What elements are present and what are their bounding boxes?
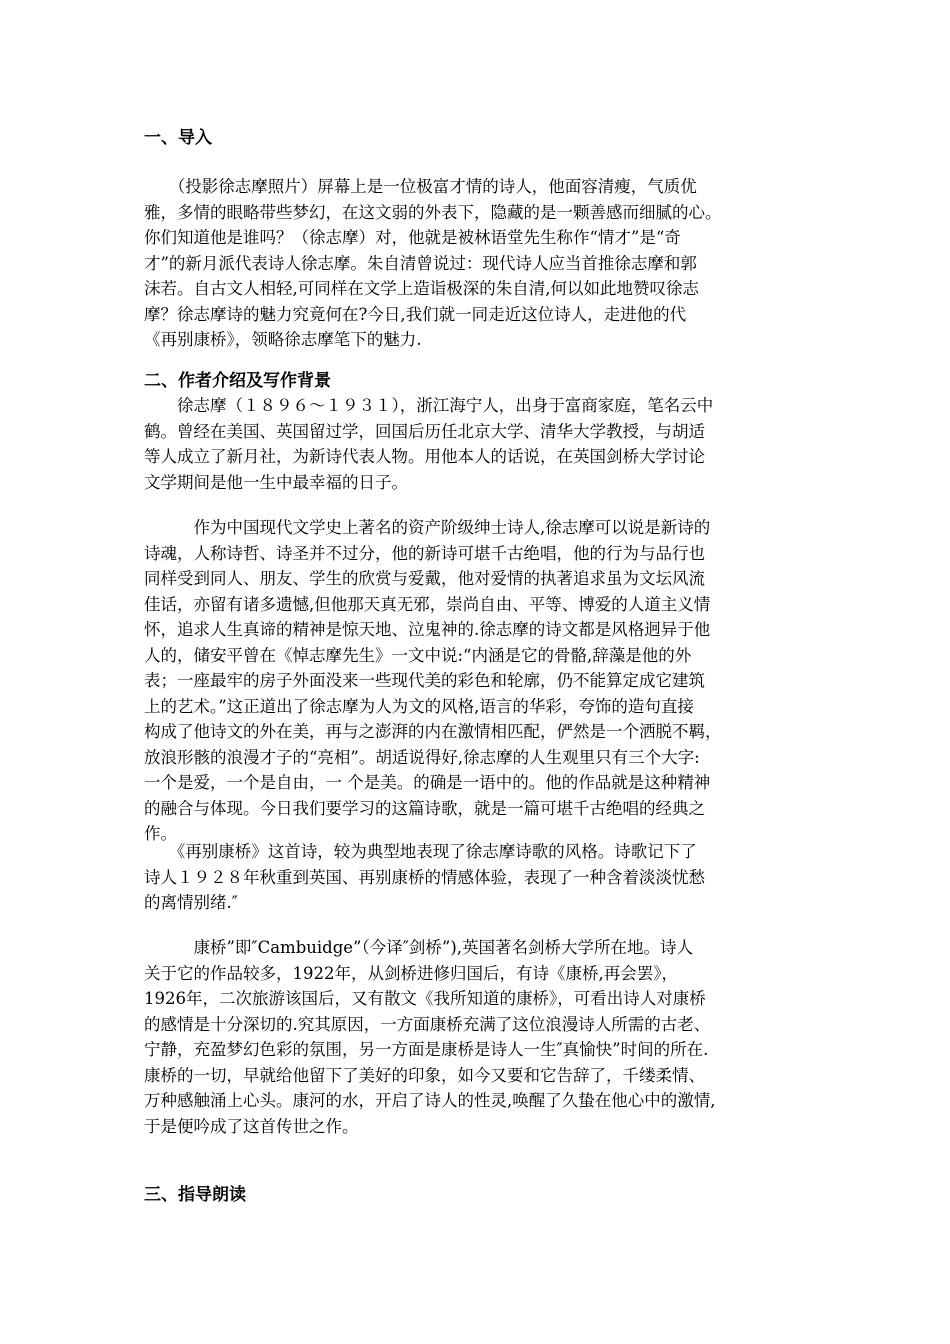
paragraph-cambridge [144, 935, 814, 1139]
text-line: 关于它的作品较多，1922年，从剑桥进修归国后，有诗《康桥,再会罢》， [144, 963, 678, 983]
paragraph-intro [144, 174, 814, 353]
text-line: 于是便吟成了这首传世之作。 [144, 1116, 359, 1136]
text-line: 作为中国现代文学史上著名的资产阶级绅士诗人,徐志摩可以说是新诗的 [144, 518, 711, 537]
text-line: 宁静，充盈梦幻色彩的氛围，另一方面是康桥是诗人一生″真愉快”时间的所在. [144, 1040, 709, 1059]
text-line: 人的，储安平曾在《悼志摩先生》一文中说:“内涵是它的骨骼,辞藻是他的外 [144, 645, 692, 665]
text-line: 的离情别绪.″ [144, 893, 238, 912]
text-line: 《再别康桥》，领略徐志摩笔下的魅力. [144, 330, 422, 349]
text-line: 沫若。自古文人相轻,可同样在文学上造诣极深的朱自清,何以如此地赞叹徐志 [144, 279, 699, 298]
section-heading-reading: 三、指导朗读 [144, 1185, 246, 1205]
text-line: 同样受到同人、朋友、学生的欣赏与爱戴，他对爱情的执著追求虽为文坛风流 [144, 569, 705, 588]
text-line: 徐志摩（１８９６～１９３１），浙江海宁人，出身于富商家庭，笔名云中 [144, 396, 714, 415]
text-line: 鹤。曾经在美国、英国留过学，回国后历任北京大学、清华大学教授，与胡适 [144, 421, 705, 441]
text-line: 怀，追求人生真谛的精神是惊天地、泣鬼神的.徐志摩的诗文都是风格迥异于他 [144, 620, 711, 639]
text-line: 雅，多情的眼略带些梦幻，在这文弱的外表下，隐藏的是一颗善感而细腻的心。 [144, 202, 722, 222]
section-heading-intro: 一、导入 [144, 128, 212, 148]
text-line: 构成了他诗文的外在美，再与之澎湃的内在激情相匹配，俨然是一个洒脱不羁， [144, 722, 722, 741]
text-line: 《再别康桥》这首诗，较为典型地表现了徐志摩诗歌的风格。诗歌记下了 [144, 842, 697, 861]
text-line: 文学期间是他一生中最幸福的日子。 [144, 472, 408, 492]
text-line: 的感情是十分深切的.究其原因，一方面康桥充满了这位浪漫诗人所需的古老、 [144, 1014, 711, 1034]
text-line: 佳话，亦留有诸多遗憾,但他那天真无邪，崇尚自由、平等、博爱的人道主义情 [144, 594, 711, 614]
paragraph-poem-intro [144, 839, 814, 916]
text-line: 诗魂，人称诗哲、诗圣并不过分，他的新诗可堪千古绝唱，他的行为与品行也 [144, 543, 705, 563]
text-line: 康桥”即″Cambuidge”（今译″剑桥”),英国著名剑桥大学所在地。诗人 [144, 938, 694, 957]
text-line: 诗人１９２８年秋重到英国、再别康桥的情感体验，表现了一种含着淡淡忧愁 [144, 867, 705, 887]
section-heading-author: 二、作者介绍及写作背景 [144, 371, 331, 391]
text-line: 等人成立了新月社，为新诗代表人物。用他本人的话说，在英国剑桥大学讨论 [144, 447, 705, 466]
text-line: 上的艺术。”这正道出了徐志摩为人为文的风格,语言的华彩，夸饰的造句直接 [144, 696, 694, 716]
text-line: 才”的新月派代表诗人徐志摩。朱自清曾说过：现代诗人应当首推徐志摩和郭 [144, 253, 697, 273]
text-line: 一个是爱，一个是自由，一 个是美。的确是一语中的。他的作品就是这种精神 [144, 773, 711, 792]
text-line: 表；一座最牢的房子外面没来一些现代美的彩色和轮廓，仍不能算定成它建筑 [144, 671, 705, 690]
text-line: 摩？徐志摩诗的魅力究竟何在?今日,我们就一同走近这位诗人，走进他的代 [144, 304, 687, 324]
text-line: 作。 [144, 824, 177, 843]
paragraph-author-bio [144, 393, 814, 495]
text-line: 万种感触涌上心头。康河的水，开启了诗人的性灵,唤醒了久蛰在他心中的激情, [144, 1091, 716, 1110]
text-line: 1926年，二次旅游该国后，又有散文《我所知道的康桥》，可看出诗人对康桥 [144, 989, 706, 1008]
text-line: 放浪形骸的浪漫才子的“亮相”。胡适说得好,徐志摩的人生观里只有三个大字: [144, 747, 700, 767]
text-line: 你们知道他是谁吗？（徐志摩）对，他就是被林语堂先生称作“情才”是“奇 [144, 228, 681, 247]
paragraph-author-evaluation [144, 515, 814, 847]
text-line: （投影徐志摩照片）屏幕上是一位极富才情的诗人，他面容清瘦，气质优 [144, 177, 697, 196]
text-line: 的融合与体现。今日我们要学习的这篇诗歌，就是一篇可堪千古绝唱的经典之 [144, 798, 705, 818]
text-line: 康桥的一切，早就给他留下了美好的印象，如今又要和它告辞了，千缕柔情、 [144, 1065, 705, 1085]
